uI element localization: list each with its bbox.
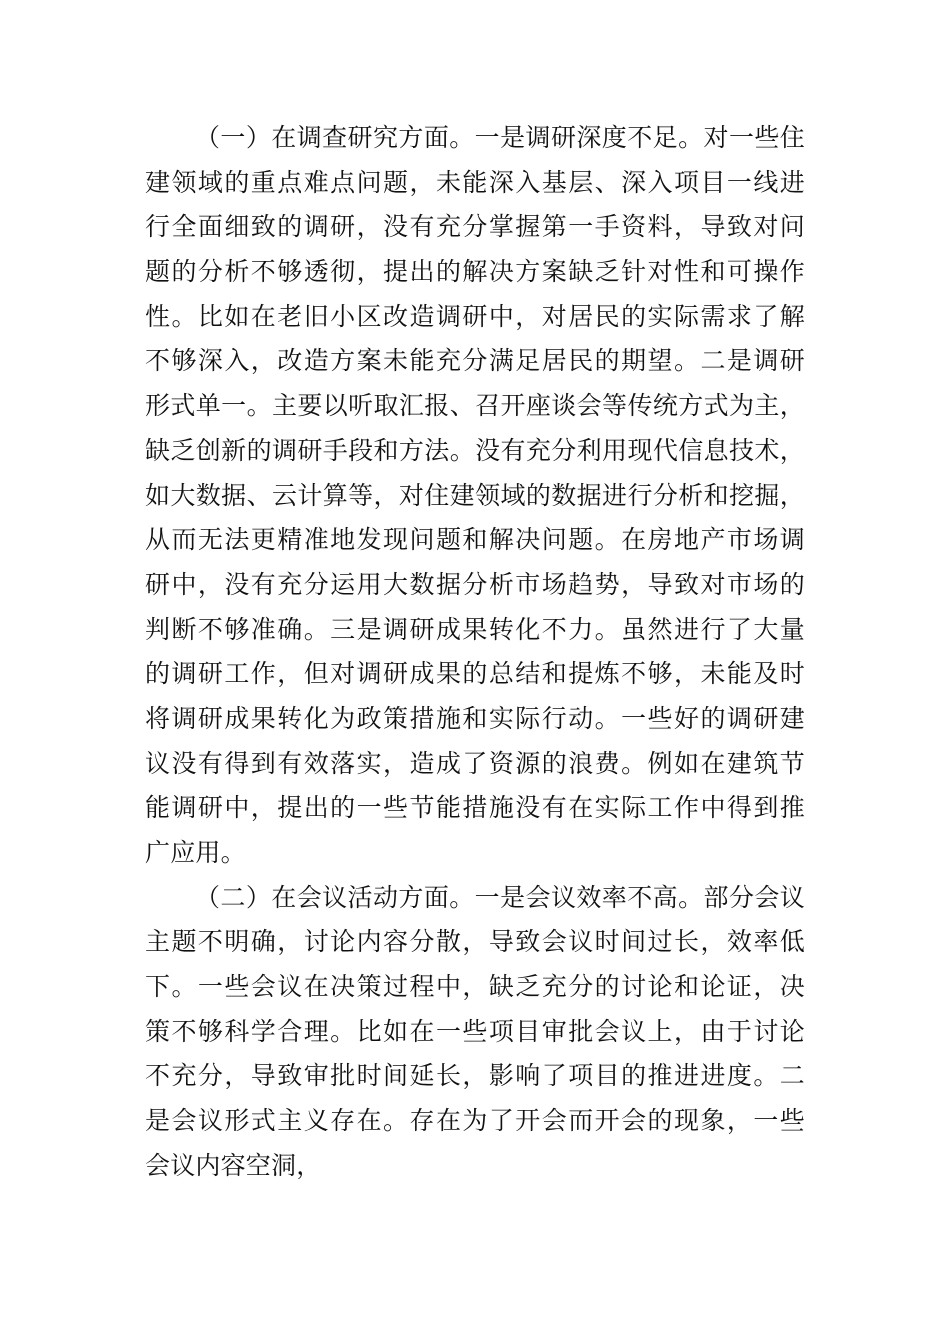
paragraph-research [145,116,805,876]
paragraph-line: 建领域的重点难点问题，未能深入基层、深入项目一线进 [145,167,805,197]
paragraph-line: 主题不明确，讨论内容分散，导致会议时间过长，效率低 [145,927,805,957]
paragraph-line: 不够深入，改造方案未能充分满足居民的期望。二是调研 [145,346,805,376]
paragraph-line: 广应用。 [145,838,246,867]
paragraph-meetings [145,876,805,1189]
paragraph-line: 的调研工作，但对调研成果的总结和提炼不够，未能及时 [145,659,805,689]
paragraph-line: 判断不够准确。三是调研成果转化不力。虽然进行了大量 [145,614,805,644]
paragraph-line: 形式单一。主要以听取汇报、召开座谈会等传统方式为主， [145,391,805,421]
paragraph-line: 会议内容空洞， [145,1150,322,1180]
paragraph-line: 不充分，导致审批时间延长，影响了项目的推进进度。二 [145,1061,805,1091]
paragraph-line: 如大数据、云计算等，对住建领域的数据进行分析和挖掘， [145,480,805,510]
paragraph-line: 缺乏创新的调研手段和方法。没有充分利用现代信息技术， [145,435,805,465]
paragraph-line: （二）在会议活动方面。一是会议效率不高。部分会议 [195,882,805,912]
document-body [145,116,805,1189]
paragraph-line: 题的分析不够透彻，提出的解决方案缺乏针对性和可操作 [145,257,805,287]
paragraph-line: 议没有得到有效落实，造成了资源的浪费。例如在建筑节 [145,748,805,778]
paragraph-line: 将调研成果转化为政策措施和实际行动。一些好的调研建 [145,703,805,733]
paragraph-line: 从而无法更精准地发现问题和解决问题。在房地产市场调 [145,525,805,555]
paragraph-line: 是会议形式主义存在。存在为了开会而开会的现象，一些 [145,1106,805,1136]
paragraph-line: 性。比如在老旧小区改造调研中，对居民的实际需求了解 [145,301,805,331]
paragraph-line: 行全面细致的调研，没有充分掌握第一手资料，导致对问 [145,212,805,242]
paragraph-line: 下。一些会议在决策过程中，缺乏充分的讨论和论证，决 [145,972,805,1002]
paragraph-line: 研中，没有充分运用大数据分析市场趋势，导致对市场的 [145,569,805,599]
paragraph-line: （一）在调查研究方面。一是调研深度不足。对一些住 [195,123,805,152]
paragraph-line: 能调研中，提出的一些节能措施没有在实际工作中得到推 [145,793,805,823]
paragraph-line: 策不够科学合理。比如在一些项目审批会议上，由于讨论 [145,1016,805,1046]
